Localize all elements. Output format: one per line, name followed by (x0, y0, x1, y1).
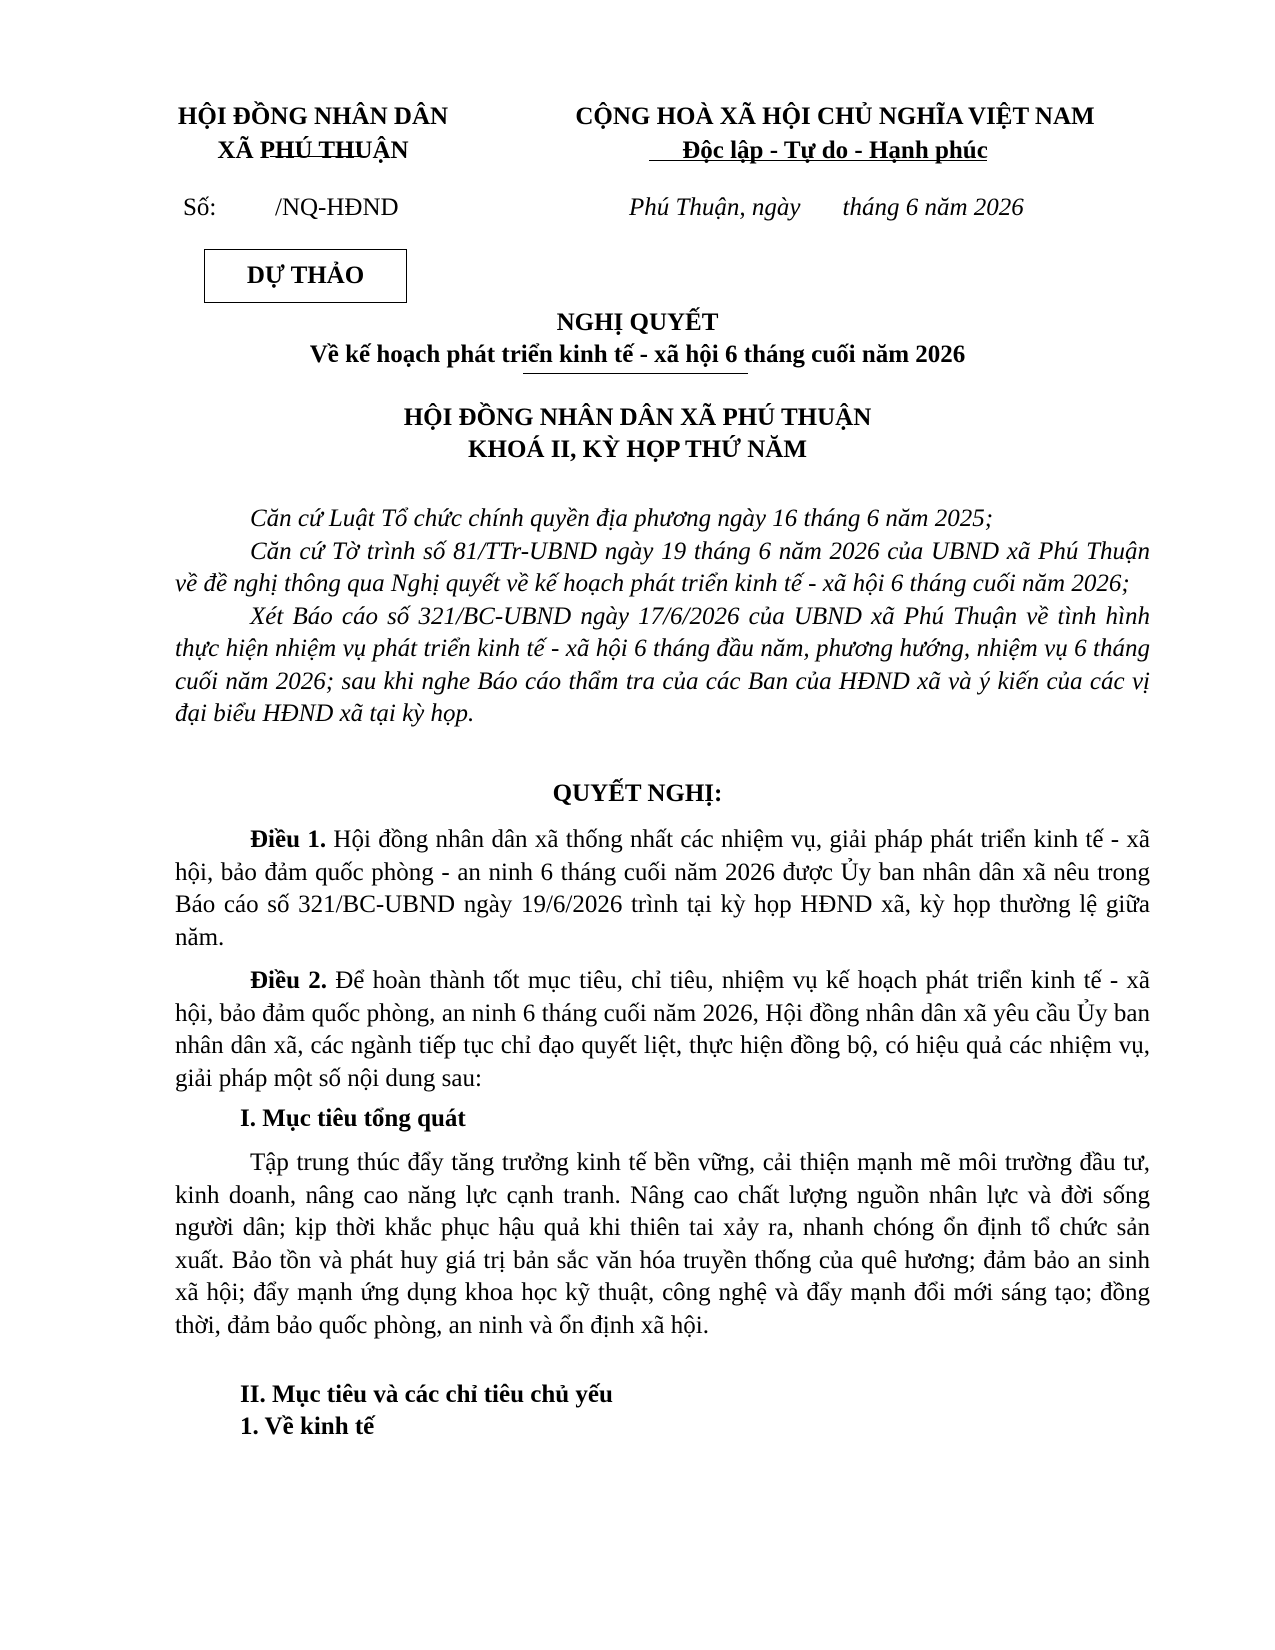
section-1-body (175, 1147, 1150, 1342)
session-title: KHOÁ II, KỲ HỌP THỨ NĂM (468, 436, 807, 463)
article-2-text: Để hoàn thành tốt mục tiêu, chỉ tiêu, nhiệm vụ kế hoạch phát triển kinh tế - xã hội, bảo đảm quốc phòng, an ninh 6 tháng cuối năm 2026, Hội đồng nhân dân xã yêu cầu Ủy ban nhân dân xã, các ngành tiếp tục chỉ đạo quyết liệt, thực hiện đồng bộ, có hiệu quả các nhiệm vụ, giải pháp một số nội dung sau: (175, 967, 1151, 1092)
authority-underline (270, 156, 366, 157)
preamble-submission: Căn cứ Tờ trình số 81/TTr-UBND ngày 19 tháng 6 năm 2026 của UBND xã Phú Thuận về đề nghị thông qua Nghị quyết về kế hoạch phát triển kinh tế - xã hội 6 tháng cuối năm 2026; (175, 537, 1150, 597)
section-1-text: Tập trung thúc đẩy tăng trưởng kinh tế bền vững, cải thiện mạnh mẽ môi trường đầu tư, kinh doanh, nâng cao năng lực cạnh tranh. Nâng cao chất lượng nguồn nhân lực và đời sống người dân; kịp thời khắc phục hậu quả khi thiên tai xảy ra, nhanh chóng ổn định tổ chức sản xuất. Bảo tồn và phát huy giá trị bản sắc văn hóa truyền thống của quê hương; đảm bảo an sinh xã hội; đẩy mạnh ứng dụng khoa học kỹ thuật, công nghệ và đẩy mạnh đổi mới sáng tạo; đồng thời, đảm bảo quốc phòng, an ninh và ổn định xã hội. (175, 1149, 1150, 1339)
national-title (540, 100, 1130, 168)
number-value: /NQ-HĐND (275, 194, 399, 221)
resolves-heading: QUYẾT NGHỊ: (552, 780, 723, 807)
issuing-authority (168, 100, 458, 168)
section-1-heading: I. Mục tiêu tổng quát (240, 1105, 466, 1132)
place-date (629, 194, 1024, 222)
motto-underline (649, 160, 987, 161)
document-subject: Về kế hoạch phát triển kinh tế - xã hội 6 tháng cuối năm 2026 (309, 341, 966, 368)
document-number (183, 194, 399, 222)
place-date-part2: tháng 6 năm 2026 (842, 194, 1024, 221)
article-1-label: Điều 1. (250, 826, 327, 853)
national-motto: Độc lập - Tự do - Hạnh phúc (682, 137, 988, 164)
article-1 (175, 824, 1150, 954)
commune-name: XÃ PHÚ THUẬN (217, 137, 409, 164)
document-type: NGHỊ QUYẾT (556, 309, 719, 336)
subject-underline (523, 373, 748, 374)
preamble-law: Căn cứ Luật Tổ chức chính quyền địa phương ngày 16 tháng 6 năm 2025; (250, 505, 994, 532)
council-name: HỘI ĐỒNG NHÂN DÂN (177, 103, 449, 130)
section-2-heading: II. Mục tiêu và các chỉ tiêu chủ yếu (240, 1381, 613, 1408)
number-label: Số: (183, 194, 217, 221)
authority-title: HỘI ĐỒNG NHÂN DÂN XÃ PHÚ THUẬN (403, 404, 872, 431)
subsection-economy-heading: 1. Về kinh tế (240, 1413, 375, 1440)
nation-name: CỘNG HOÀ XÃ HỘI CHỦ NGHĨA VIỆT NAM (575, 103, 1095, 130)
preamble-report: Xét Báo cáo số 321/BC-UBND ngày 17/6/2026 của UBND xã Phú Thuận về tình hình thực hiện nhiệm vụ phát triển kinh tế - xã hội 6 tháng đầu năm, phương hướng, nhiệm vụ 6 tháng cuối năm 2026; sau khi nghe Báo cáo thẩm tra của các Ban của HĐND xã và ý kiến của các vị đại biểu HĐND xã tại kỳ họp. (175, 602, 1150, 727)
place-date-part1: Phú Thuận, ngày (629, 194, 801, 221)
article-2-label: Điều 2. (250, 967, 327, 994)
draft-stamp: DỰ THẢO (204, 249, 407, 303)
preamble (175, 503, 1150, 731)
article-1-text: Hội đồng nhân dân xã thống nhất các nhiệm vụ, giải pháp phát triển kinh tế - xã hội, bảo đảm quốc phòng - an ninh 6 tháng cuối năm 2026 được Ủy ban nhân dân xã nêu trong Báo cáo số 321/BC-UBND ngày 19/6/2026 trình tại kỳ họp HĐND xã, kỳ họp thường lệ giữa năm. (175, 826, 1151, 951)
article-2 (175, 965, 1150, 1095)
